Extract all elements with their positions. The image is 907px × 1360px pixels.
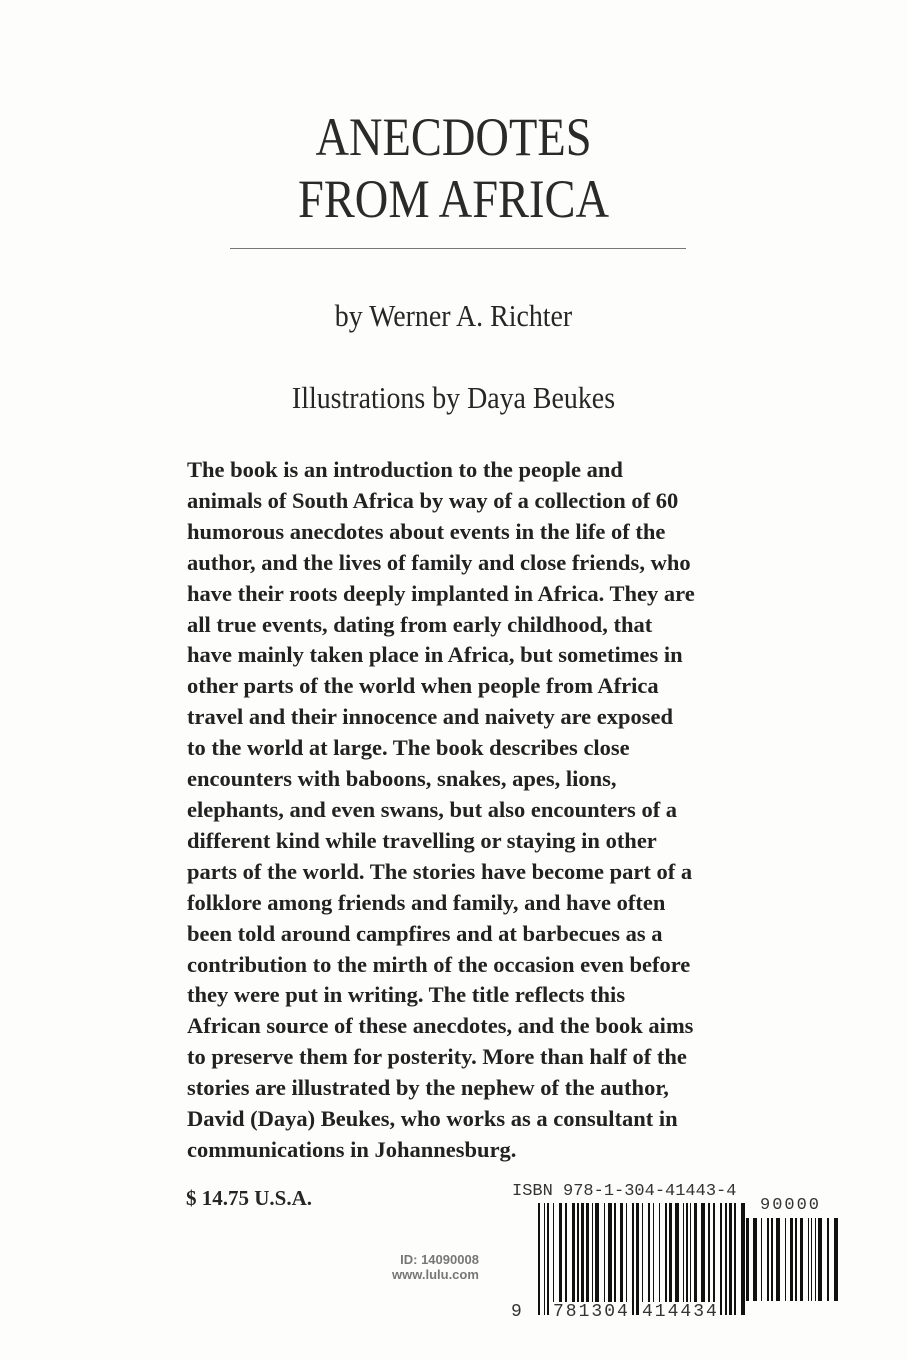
book-title [63,106,843,230]
barcode-bar [648,1203,650,1315]
barcode-bar [771,1218,773,1301]
barcode-ean5 [746,1218,842,1301]
description-line: African source of these anecdotes, and the book aims [187,1013,694,1039]
barcode-bar [785,1218,786,1301]
description-line: animals of South Africa by way of a collection of 60 [187,487,679,513]
barcode-bar [746,1218,749,1301]
barcode-bar [626,1203,627,1315]
barcode-bar [604,1203,605,1315]
barcode-bar [572,1203,575,1315]
barcode-bar [632,1203,634,1315]
price: $ 14.75 U.S.A. [186,1186,313,1210]
lulu-url: www.lulu.com [392,1267,479,1282]
description-line: folklore among friends and family, and have often [187,889,666,915]
barcode-digit-first: 9 [511,1302,522,1322]
description-line: other parts of the world when people from Africa [187,673,659,699]
barcode-bar [800,1218,803,1301]
description-line: author, and the lives of family and close friends, who [187,549,691,575]
title-line-2: FROM AFRICA [297,169,609,229]
barcode-bar [686,1203,688,1315]
barcode-bar [544,1203,545,1315]
barcode-bar [776,1218,780,1301]
barcode-bar [694,1203,697,1315]
barcode-bar [565,1203,567,1315]
barcode-bar [720,1203,722,1315]
description-line: David (Daya) Beukes, who works as a consultant in [187,1106,678,1132]
barcode-bar [659,1203,660,1315]
description-line: different kind while travelling or staying in other [187,827,657,853]
description-line: The book is an introduction to the people and [187,457,623,482]
description-line: to preserve them for posterity. More than half of the [187,1044,687,1070]
barcode-bar [834,1218,838,1301]
description-line: encounters with baboons, snakes, apes, lions, [187,766,617,792]
barcode-bar [729,1203,732,1315]
publisher-info [392,1252,479,1282]
barcode-bar [761,1218,762,1301]
barcode-bar [815,1218,816,1301]
barcode-bar [538,1203,540,1315]
description-line: travel and their innocence and naivety are exposed [187,704,674,730]
description-line: all true events, dating from early childhood, that [187,611,653,637]
barcode-bar [559,1203,562,1315]
lulu-id: ID: 14090008 [400,1252,479,1267]
barcode-bar [595,1203,599,1315]
barcode-bar [725,1203,727,1315]
barcode-bar [553,1203,554,1315]
barcode-bar [642,1203,643,1315]
title-line-1: ANECDOTES [315,107,592,167]
barcode-bar [701,1203,705,1315]
description-line: been told around campfires and at barbecues as a [187,920,663,946]
barcode-bar [653,1203,654,1315]
barcode-bar [811,1218,812,1301]
barcode-bar [620,1203,623,1315]
barcode-bar [808,1218,809,1301]
illustrator: Illustrations by Daya Beukes [291,380,616,415]
description-line: stories are illustrated by the nephew of the author, [187,1075,669,1101]
barcode-bar [708,1203,710,1315]
barcode-bar [669,1203,672,1315]
isbn: ISBN 978-1-304-41443-4 [512,1182,737,1201]
barcode-bar [734,1203,736,1315]
author: by Werner A. Richter [334,298,573,333]
barcode-bar [586,1203,589,1315]
barcode-bar [690,1203,691,1315]
barcode-bar [592,1203,593,1315]
barcode-digits-left: 781304 [553,1302,630,1322]
barcode-bar [741,1203,745,1315]
barcode-bar [675,1203,679,1315]
price-code: 90000 [760,1196,822,1215]
barcode-bar [753,1218,757,1301]
barcode-bar [665,1203,667,1315]
description-line: have mainly taken place in Africa, but sometimes in [187,642,683,668]
description-line: parts of the world. The stories have become part of a [187,858,693,884]
barcode-bar [713,1203,715,1315]
barcode-bar [636,1203,639,1315]
barcode-digits-right: 414434 [642,1302,719,1322]
title-divider [230,248,686,249]
description-line: have their roots deeply implanted in Africa. They are [187,580,695,606]
barcode-bar [818,1218,822,1301]
barcode-bar [683,1203,684,1315]
barcode-bar [767,1218,769,1301]
barcode-bar [547,1203,549,1315]
barcode-bar [795,1218,797,1301]
description-line: to the world at large. The book describes close [187,735,630,761]
description-line: they were put in writing. The title reflects this [187,982,626,1008]
book-description [187,455,695,1166]
barcode-bar [614,1203,616,1315]
description-line: humorous anecdotes about events in the life of the [187,518,666,544]
barcode-bar [577,1203,579,1315]
barcode-ean13 [538,1203,750,1315]
barcode-bar [790,1218,793,1301]
description-line: elephants, and even swans, but also encounters of a [187,796,678,822]
description-line: contribution to the mirth of the occasion even before [187,951,691,977]
description-line: communications in Johannesburg. [187,1136,517,1162]
barcode-bar [608,1203,612,1315]
barcode-bar [827,1218,829,1301]
barcode-bar [581,1203,584,1315]
